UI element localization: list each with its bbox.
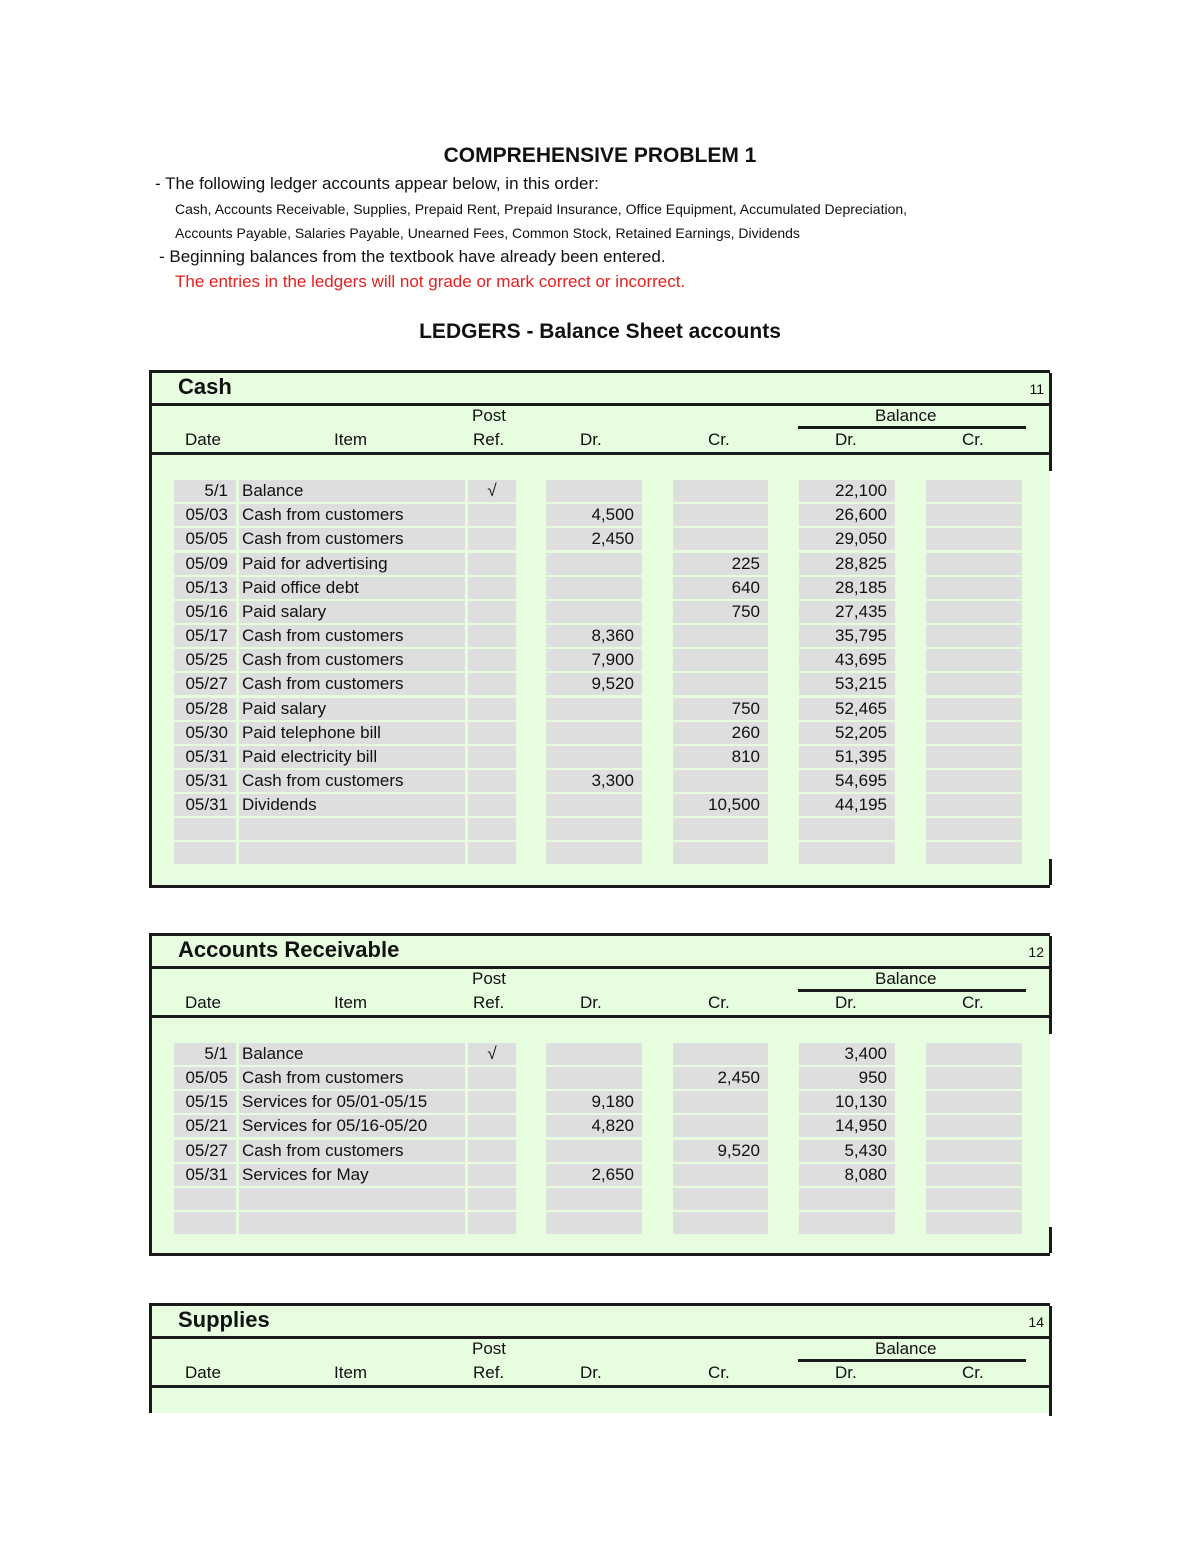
ledger-row bbox=[152, 649, 1052, 671]
credit-cell[interactable] bbox=[673, 528, 768, 550]
item-header: Item bbox=[334, 430, 368, 449]
intro-account-list-1: Cash, Accounts Receivable, Supplies, Prepaid Rent, Prepaid Insurance, Office Equipment, Accumulated Depreciation, bbox=[175, 201, 908, 217]
account-number: 14 bbox=[1028, 1314, 1044, 1330]
date-cell[interactable] bbox=[174, 818, 236, 840]
ledger-row bbox=[152, 625, 1052, 647]
credit-cell[interactable] bbox=[673, 770, 768, 792]
date-cell[interactable]: 05/09 bbox=[174, 553, 236, 575]
item-cell[interactable]: Paid office debt bbox=[239, 577, 465, 599]
date-cell[interactable] bbox=[174, 1188, 236, 1210]
credit-cell[interactable]: 260 bbox=[673, 722, 768, 744]
balance-debit-cell[interactable]: 53,215 bbox=[799, 673, 895, 695]
balance-credit-cell[interactable] bbox=[926, 1140, 1022, 1162]
account-number: 12 bbox=[1028, 944, 1044, 960]
post-ref-cell[interactable] bbox=[468, 504, 516, 526]
balance-credit-cell[interactable] bbox=[926, 842, 1022, 864]
item-cell[interactable]: Cash from customers bbox=[239, 1140, 465, 1162]
date-cell[interactable] bbox=[174, 1212, 236, 1234]
balance-debit-cell[interactable]: 3,400 bbox=[799, 1043, 895, 1065]
ledger-row bbox=[152, 1091, 1052, 1113]
post-ref-cell[interactable] bbox=[468, 649, 516, 671]
debit-cell[interactable]: 2,450 bbox=[546, 528, 642, 550]
balance-debit-cell[interactable] bbox=[799, 1212, 895, 1234]
item-cell[interactable] bbox=[239, 1212, 465, 1234]
ledger-row bbox=[152, 770, 1052, 792]
credit-header: Cr. bbox=[708, 993, 730, 1012]
balance-credit-header: Cr. bbox=[962, 1363, 984, 1382]
balance-credit-cell[interactable] bbox=[926, 1091, 1022, 1113]
post-ref-cell[interactable] bbox=[468, 1140, 516, 1162]
item-header: Item bbox=[334, 993, 368, 1012]
post-ref-cell[interactable] bbox=[468, 1067, 516, 1089]
intro-account-list-2: Accounts Payable, Salaries Payable, Unearned Fees, Common Stock, Retained Earnings, Dividends bbox=[175, 225, 800, 241]
balance-debit-cell[interactable]: 44,195 bbox=[799, 794, 895, 816]
balance-credit-cell[interactable] bbox=[926, 553, 1022, 575]
balance-debit-header: Dr. bbox=[835, 430, 857, 449]
credit-cell[interactable] bbox=[673, 1115, 768, 1137]
credit-header: Cr. bbox=[708, 1363, 730, 1382]
post-ref-cell[interactable] bbox=[468, 625, 516, 647]
debit-cell[interactable] bbox=[546, 553, 642, 575]
debit-cell[interactable]: 4,500 bbox=[546, 504, 642, 526]
item-cell[interactable]: Cash from customers bbox=[239, 528, 465, 550]
balance-debit-cell[interactable]: 28,825 bbox=[799, 553, 895, 575]
ledger-row bbox=[152, 1067, 1052, 1089]
post-ref-cell[interactable] bbox=[468, 601, 516, 623]
post-header: Post bbox=[472, 969, 507, 988]
credit-cell[interactable] bbox=[673, 673, 768, 695]
credit-cell[interactable] bbox=[673, 1091, 768, 1113]
date-cell[interactable]: 05/21 bbox=[174, 1115, 236, 1137]
ledger-row bbox=[152, 577, 1052, 599]
debit-cell[interactable] bbox=[546, 842, 642, 864]
intro-line-1: - The following ledger accounts appear below, in this order: bbox=[155, 174, 599, 193]
item-cell[interactable]: Cash from customers bbox=[239, 673, 465, 695]
balance-underline bbox=[798, 989, 1026, 992]
debit-header: Dr. bbox=[580, 1363, 602, 1382]
item-cell[interactable] bbox=[239, 818, 465, 840]
balance-debit-cell[interactable]: 8,080 bbox=[799, 1164, 895, 1186]
ledger-row bbox=[152, 746, 1052, 768]
debit-cell[interactable] bbox=[546, 1212, 642, 1234]
debit-cell[interactable] bbox=[546, 1188, 642, 1210]
balance-debit-cell[interactable]: 43,695 bbox=[799, 649, 895, 671]
credit-cell[interactable] bbox=[673, 480, 768, 502]
item-cell[interactable]: Services for 05/01-05/15 bbox=[239, 1091, 465, 1113]
debit-cell[interactable] bbox=[546, 698, 642, 720]
date-cell[interactable]: 05/25 bbox=[174, 649, 236, 671]
balance-debit-cell[interactable]: 950 bbox=[799, 1067, 895, 1089]
balance-credit-header: Cr. bbox=[962, 993, 984, 1012]
date-cell[interactable]: 05/31 bbox=[174, 746, 236, 768]
balance-underline bbox=[798, 1359, 1026, 1362]
post-ref-cell[interactable] bbox=[468, 842, 516, 864]
account-name: Accounts Receivable bbox=[178, 937, 400, 962]
balance-debit-cell[interactable]: 5,430 bbox=[799, 1140, 895, 1162]
date-cell[interactable]: 05/05 bbox=[174, 528, 236, 550]
post-header: Post bbox=[472, 406, 507, 425]
grading-warning: The entries in the ledgers will not grade or mark correct or incorrect. bbox=[175, 272, 686, 291]
balance-debit-cell[interactable]: 51,395 bbox=[799, 746, 895, 768]
balance-credit-cell[interactable] bbox=[926, 1164, 1022, 1186]
balance-debit-cell[interactable]: 14,950 bbox=[799, 1115, 895, 1137]
date-cell[interactable]: 05/28 bbox=[174, 698, 236, 720]
intro-line-2: - Beginning balances from the textbook have already been entered. bbox=[159, 247, 666, 266]
balance-header: Balance bbox=[875, 1339, 937, 1358]
date-cell[interactable]: 05/31 bbox=[174, 794, 236, 816]
item-cell[interactable]: Balance bbox=[239, 1043, 465, 1065]
item-cell[interactable]: Cash from customers bbox=[239, 770, 465, 792]
ref-header: Ref. bbox=[473, 993, 505, 1012]
account-number: 11 bbox=[1029, 381, 1044, 397]
balance-credit-cell[interactable] bbox=[926, 625, 1022, 647]
balance-underline bbox=[798, 426, 1026, 429]
balance-credit-cell[interactable] bbox=[926, 722, 1022, 744]
date-cell[interactable]: 05/27 bbox=[174, 673, 236, 695]
balance-credit-cell[interactable] bbox=[926, 480, 1022, 502]
debit-cell[interactable]: 3,300 bbox=[546, 770, 642, 792]
debit-cell[interactable] bbox=[546, 577, 642, 599]
balance-credit-cell[interactable] bbox=[926, 698, 1022, 720]
debit-cell[interactable]: 2,650 bbox=[546, 1164, 642, 1186]
date-cell[interactable]: 05/31 bbox=[174, 1164, 236, 1186]
account-name: Supplies bbox=[178, 1307, 270, 1332]
debit-cell[interactable]: 9,180 bbox=[546, 1091, 642, 1113]
balance-debit-cell[interactable]: 54,695 bbox=[799, 770, 895, 792]
ledger-row bbox=[152, 1140, 1052, 1162]
post-ref-cell[interactable] bbox=[468, 1212, 516, 1234]
balance-debit-cell[interactable] bbox=[799, 818, 895, 840]
item-cell[interactable]: Dividends bbox=[239, 794, 465, 816]
post-ref-cell[interactable] bbox=[468, 673, 516, 695]
debit-cell[interactable] bbox=[546, 722, 642, 744]
item-cell[interactable]: Paid electricity bill bbox=[239, 746, 465, 768]
ledger-row bbox=[152, 1188, 1052, 1210]
item-cell[interactable]: Cash from customers bbox=[239, 1067, 465, 1089]
post-ref-cell[interactable] bbox=[468, 818, 516, 840]
ledger-header bbox=[152, 373, 1050, 406]
item-cell[interactable]: Paid salary bbox=[239, 601, 465, 623]
item-cell[interactable]: Services for May bbox=[239, 1164, 465, 1186]
balance-credit-cell[interactable] bbox=[926, 649, 1022, 671]
post-ref-cell[interactable] bbox=[468, 770, 516, 792]
column-headers bbox=[152, 1339, 1050, 1388]
ledger-row bbox=[152, 673, 1052, 695]
credit-cell[interactable] bbox=[673, 1164, 768, 1186]
date-cell[interactable]: 05/31 bbox=[174, 770, 236, 792]
ledger-row bbox=[152, 1164, 1052, 1186]
balance-credit-header: Cr. bbox=[962, 430, 984, 449]
credit-cell[interactable] bbox=[673, 649, 768, 671]
post-ref-cell[interactable] bbox=[468, 794, 516, 816]
ref-header: Ref. bbox=[473, 430, 505, 449]
item-cell[interactable]: Paid telephone bill bbox=[239, 722, 465, 744]
debit-cell[interactable] bbox=[546, 480, 642, 502]
ref-header: Ref. bbox=[473, 1363, 505, 1382]
ledger-row bbox=[152, 842, 1052, 864]
balance-credit-cell[interactable] bbox=[926, 1043, 1022, 1065]
post-ref-cell[interactable] bbox=[468, 528, 516, 550]
post-ref-cell[interactable] bbox=[468, 1188, 516, 1210]
credit-cell[interactable]: 750 bbox=[673, 601, 768, 623]
ledger-accounts-receivable bbox=[149, 933, 1050, 1256]
date-cell[interactable] bbox=[174, 842, 236, 864]
post-header: Post bbox=[472, 1339, 507, 1358]
debit-cell[interactable] bbox=[546, 601, 642, 623]
post-ref-cell[interactable] bbox=[468, 698, 516, 720]
ledger-row bbox=[152, 1212, 1052, 1234]
debit-cell[interactable]: 7,900 bbox=[546, 649, 642, 671]
item-cell[interactable]: Cash from customers bbox=[239, 625, 465, 647]
balance-header: Balance bbox=[875, 969, 937, 988]
ledger-header bbox=[152, 1306, 1050, 1339]
balance-debit-header: Dr. bbox=[835, 993, 857, 1012]
balance-debit-cell[interactable]: 35,795 bbox=[799, 625, 895, 647]
debit-cell[interactable] bbox=[546, 794, 642, 816]
debit-cell[interactable]: 4,820 bbox=[546, 1115, 642, 1137]
section-subtitle: LEDGERS - Balance Sheet accounts bbox=[419, 320, 781, 343]
debit-header: Dr. bbox=[580, 430, 602, 449]
post-ref-cell[interactable] bbox=[468, 722, 516, 744]
date-cell[interactable]: 05/17 bbox=[174, 625, 236, 647]
balance-debit-cell[interactable]: 52,205 bbox=[799, 722, 895, 744]
column-headers bbox=[152, 406, 1050, 455]
account-name: Cash bbox=[178, 374, 232, 399]
credit-cell[interactable]: 750 bbox=[673, 698, 768, 720]
post-ref-cell[interactable]: √ bbox=[468, 480, 516, 502]
balance-debit-cell[interactable]: 26,600 bbox=[799, 504, 895, 526]
credit-cell[interactable]: 640 bbox=[673, 577, 768, 599]
balance-debit-cell[interactable]: 29,050 bbox=[799, 528, 895, 550]
balance-credit-cell[interactable] bbox=[926, 1115, 1022, 1137]
credit-cell[interactable]: 225 bbox=[673, 553, 768, 575]
item-cell[interactable]: Paid for advertising bbox=[239, 553, 465, 575]
ledger-row bbox=[152, 698, 1052, 720]
balance-credit-cell[interactable] bbox=[926, 601, 1022, 623]
balance-credit-cell[interactable] bbox=[926, 528, 1022, 550]
balance-credit-cell[interactable] bbox=[926, 1067, 1022, 1089]
credit-cell[interactable] bbox=[673, 1188, 768, 1210]
debit-cell[interactable]: 8,360 bbox=[546, 625, 642, 647]
balance-debit-cell[interactable]: 22,100 bbox=[799, 480, 895, 502]
date-cell[interactable]: 5/1 bbox=[174, 480, 236, 502]
date-cell[interactable]: 05/15 bbox=[174, 1091, 236, 1113]
balance-credit-cell[interactable] bbox=[926, 1188, 1022, 1210]
ledger-row bbox=[152, 1115, 1052, 1137]
ledger-cash bbox=[149, 370, 1050, 888]
item-cell[interactable]: Cash from customers bbox=[239, 504, 465, 526]
post-ref-cell[interactable]: √ bbox=[468, 1043, 516, 1065]
credit-header: Cr. bbox=[708, 430, 730, 449]
ledger-row bbox=[152, 1043, 1052, 1065]
post-ref-cell[interactable] bbox=[468, 746, 516, 768]
balance-credit-cell[interactable] bbox=[926, 818, 1022, 840]
ledger-row bbox=[152, 722, 1052, 744]
balance-debit-cell[interactable]: 52,465 bbox=[799, 698, 895, 720]
credit-cell[interactable]: 810 bbox=[673, 746, 768, 768]
debit-cell[interactable] bbox=[546, 1067, 642, 1089]
balance-credit-cell[interactable] bbox=[926, 770, 1022, 792]
debit-cell[interactable] bbox=[546, 1043, 642, 1065]
date-cell[interactable]: 05/16 bbox=[174, 601, 236, 623]
column-headers bbox=[152, 969, 1050, 1018]
date-cell[interactable]: 05/27 bbox=[174, 1140, 236, 1162]
debit-cell[interactable] bbox=[546, 746, 642, 768]
credit-cell[interactable] bbox=[673, 842, 768, 864]
debit-cell[interactable] bbox=[546, 1140, 642, 1162]
debit-cell[interactable] bbox=[546, 818, 642, 840]
balance-credit-cell[interactable] bbox=[926, 673, 1022, 695]
date-header: Date bbox=[185, 430, 221, 449]
balance-credit-cell[interactable] bbox=[926, 577, 1022, 599]
post-ref-cell[interactable] bbox=[468, 1115, 516, 1137]
balance-credit-cell[interactable] bbox=[926, 746, 1022, 768]
ledger-supplies bbox=[149, 1303, 1050, 1413]
date-cell[interactable]: 05/30 bbox=[174, 722, 236, 744]
ledger-row bbox=[152, 553, 1052, 575]
credit-cell[interactable] bbox=[673, 504, 768, 526]
post-ref-cell[interactable] bbox=[468, 553, 516, 575]
post-ref-cell[interactable] bbox=[468, 577, 516, 599]
post-ref-cell[interactable] bbox=[468, 1091, 516, 1113]
ledger-row bbox=[152, 528, 1052, 550]
balance-credit-cell[interactable] bbox=[926, 794, 1022, 816]
balance-debit-cell[interactable] bbox=[799, 1188, 895, 1210]
item-header: Item bbox=[334, 1363, 368, 1382]
date-header: Date bbox=[185, 993, 221, 1012]
item-cell[interactable] bbox=[239, 1188, 465, 1210]
ledger-row bbox=[152, 480, 1052, 502]
ledger-row bbox=[152, 818, 1052, 840]
credit-cell[interactable] bbox=[673, 818, 768, 840]
item-cell[interactable]: Cash from customers bbox=[239, 649, 465, 671]
credit-cell[interactable]: 10,500 bbox=[673, 794, 768, 816]
date-header: Date bbox=[185, 1363, 221, 1382]
balance-debit-header: Dr. bbox=[835, 1363, 857, 1382]
date-cell[interactable]: 05/03 bbox=[174, 504, 236, 526]
ledger-header bbox=[152, 936, 1050, 969]
debit-header: Dr. bbox=[580, 993, 602, 1012]
page-title: COMPREHENSIVE PROBLEM 1 bbox=[443, 144, 757, 167]
balance-debit-cell[interactable]: 10,130 bbox=[799, 1091, 895, 1113]
date-cell[interactable]: 5/1 bbox=[174, 1043, 236, 1065]
balance-debit-cell[interactable] bbox=[799, 842, 895, 864]
ledger-row bbox=[152, 601, 1052, 623]
credit-cell[interactable]: 9,520 bbox=[673, 1140, 768, 1162]
credit-cell[interactable] bbox=[673, 625, 768, 647]
date-cell[interactable]: 05/13 bbox=[174, 577, 236, 599]
item-cell[interactable]: Paid salary bbox=[239, 698, 465, 720]
item-cell[interactable]: Balance bbox=[239, 480, 465, 502]
credit-cell[interactable] bbox=[673, 1043, 768, 1065]
ledger-row bbox=[152, 504, 1052, 526]
item-cell[interactable] bbox=[239, 842, 465, 864]
item-cell[interactable]: Services for 05/16-05/20 bbox=[239, 1115, 465, 1137]
post-ref-cell[interactable] bbox=[468, 1164, 516, 1186]
balance-debit-cell[interactable]: 28,185 bbox=[799, 577, 895, 599]
credit-cell[interactable]: 2,450 bbox=[673, 1067, 768, 1089]
ledger-row bbox=[152, 794, 1052, 816]
date-cell[interactable]: 05/05 bbox=[174, 1067, 236, 1089]
balance-credit-cell[interactable] bbox=[926, 504, 1022, 526]
credit-cell[interactable] bbox=[673, 1212, 768, 1234]
balance-credit-cell[interactable] bbox=[926, 1212, 1022, 1234]
debit-cell[interactable]: 9,520 bbox=[546, 673, 642, 695]
balance-debit-cell[interactable]: 27,435 bbox=[799, 601, 895, 623]
balance-header: Balance bbox=[875, 406, 937, 425]
